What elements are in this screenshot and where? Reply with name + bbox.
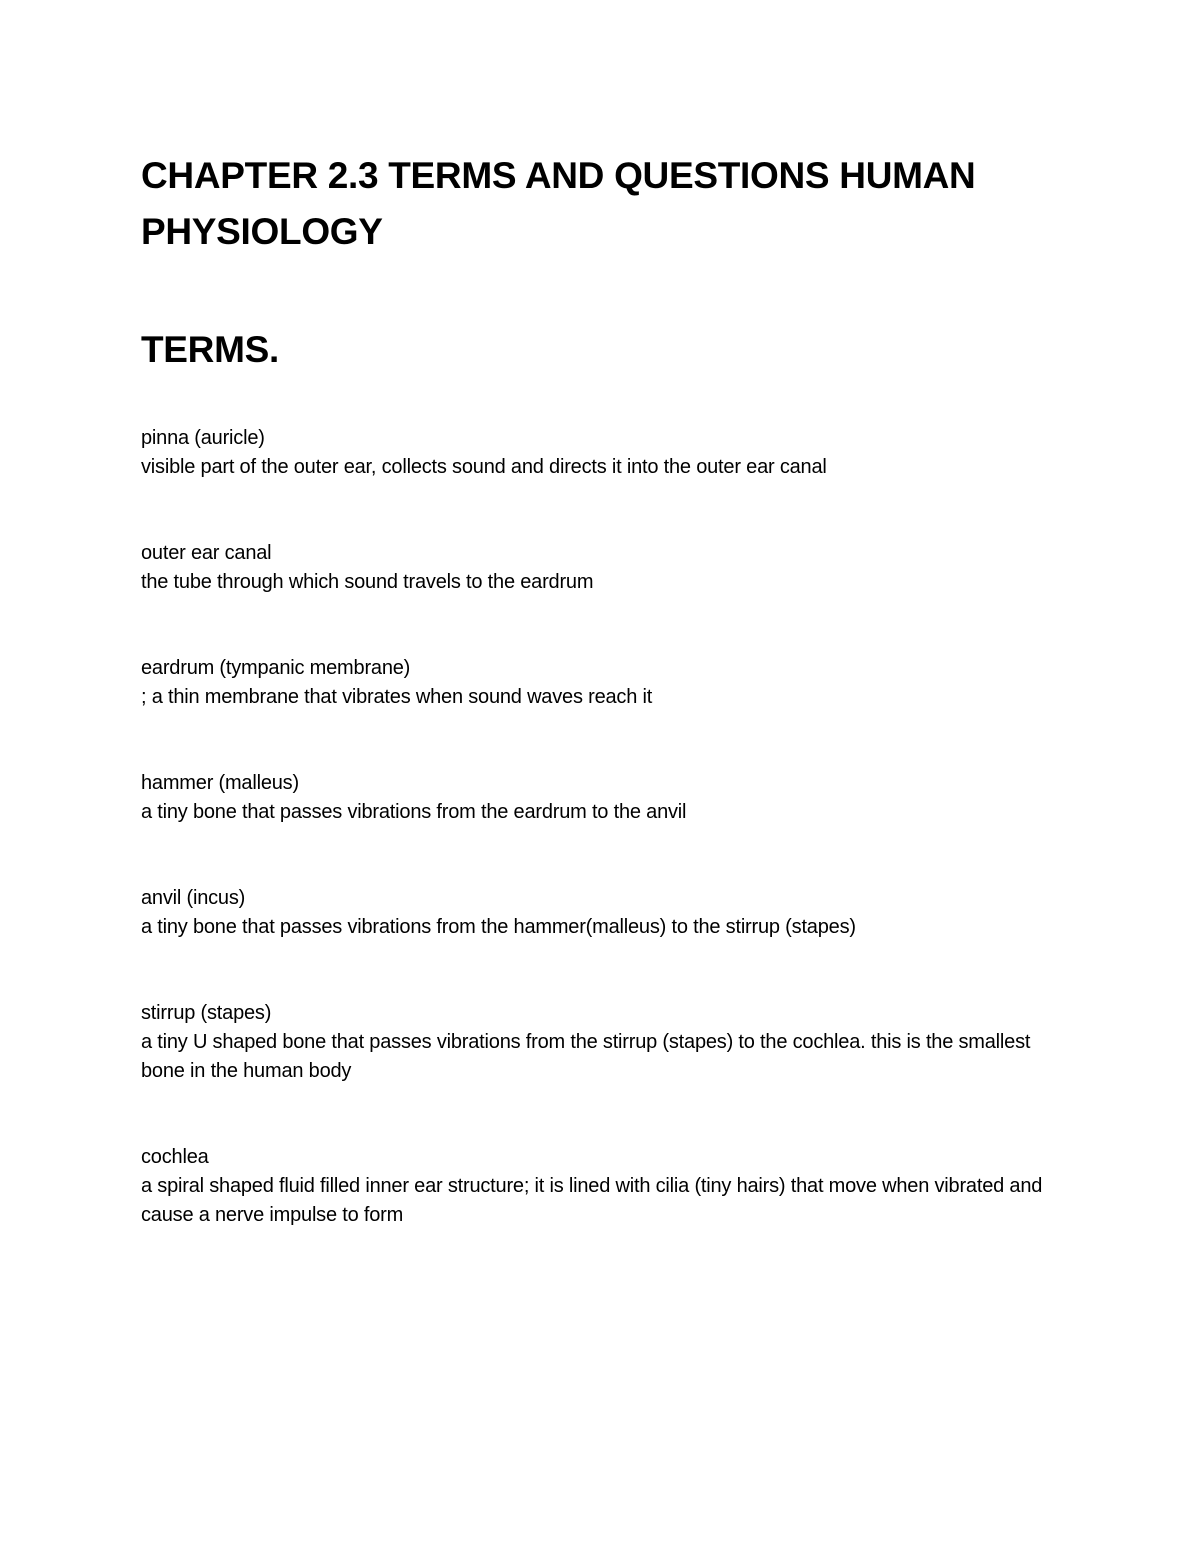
term-entry <box>141 884 1061 942</box>
term-entry <box>141 424 1061 482</box>
term-name: stirrup (stapes) <box>141 1002 272 1024</box>
terms-heading: TERMS. <box>141 329 279 370</box>
terms-list <box>141 424 1061 1230</box>
term-entry <box>141 999 1061 1086</box>
term-name: outer ear canal <box>141 542 272 564</box>
term-entry <box>141 654 1061 712</box>
document-page <box>141 148 1061 1287</box>
term-name: eardrum (tympanic membrane) <box>141 657 411 679</box>
term-definition: the tube through which sound travels to the eardrum <box>141 571 594 593</box>
term-definition: visible part of the outer ear, collects sound and directs it into the outer ear canal <box>141 456 827 478</box>
term-name: pinna (auricle) <box>141 427 265 449</box>
term-name: hammer (malleus) <box>141 772 299 794</box>
term-definition: ; a thin membrane that vibrates when sound waves reach it <box>141 686 653 708</box>
term-name: cochlea <box>141 1146 209 1168</box>
term-entry <box>141 1143 1061 1230</box>
term-definition: a tiny U shaped bone that passes vibrations from the stirrup (stapes) to the cochlea. this is the smallest bone in the human body <box>141 1031 1031 1082</box>
term-definition: a tiny bone that passes vibrations from the eardrum to the anvil <box>141 801 687 823</box>
term-definition: a tiny bone that passes vibrations from the hammer(malleus) to the stirrup (stapes) <box>141 916 856 938</box>
term-name: anvil (incus) <box>141 887 246 909</box>
term-definition: a spiral shaped fluid filled inner ear structure; it is lined with cilia (tiny hairs) that move when vibrated and cause a nerve impulse to form <box>141 1175 1043 1226</box>
term-entry <box>141 539 1061 597</box>
term-entry <box>141 769 1061 827</box>
document-title: CHAPTER 2.3 TERMS AND QUESTIONS HUMAN PHYSIOLOGY <box>141 155 976 252</box>
